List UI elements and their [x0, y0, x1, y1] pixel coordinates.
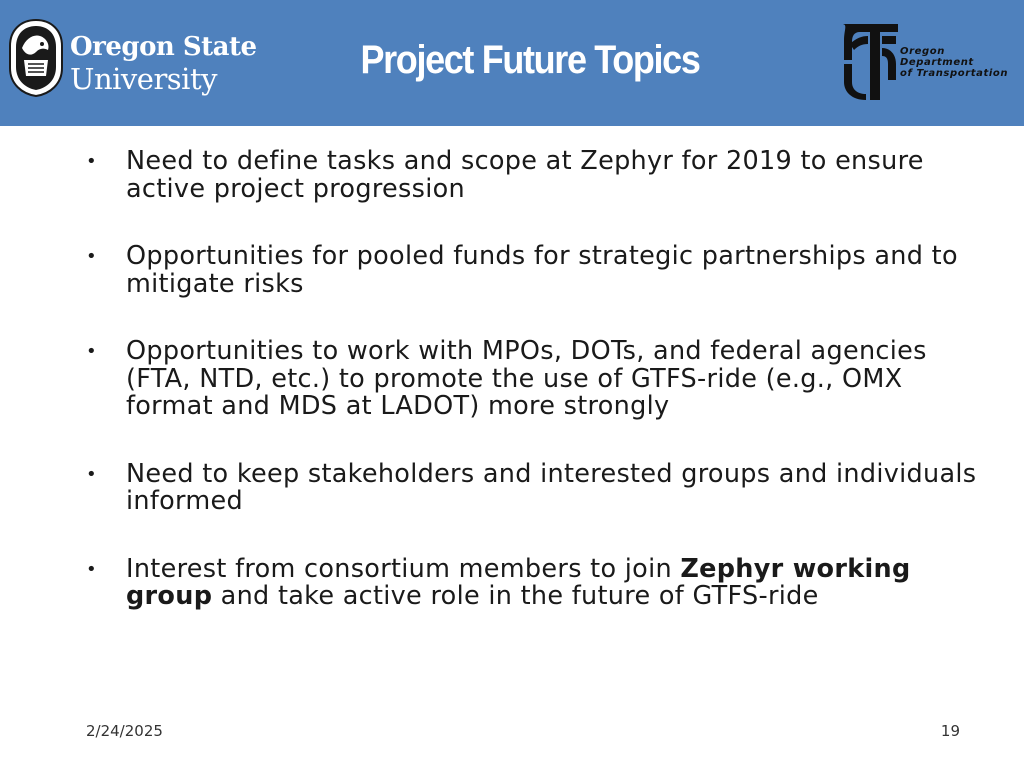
odot-line3: of Transportation: [900, 68, 1009, 79]
bullet-marker: •: [86, 558, 97, 580]
bullet-marker: •: [86, 463, 97, 485]
odot-mark-icon: [840, 20, 900, 104]
bullet-marker: •: [86, 151, 97, 172]
odot-logo-text: [900, 46, 1008, 79]
bullet-text: Need to define tasks and scope at Zephyr for 2019 to ensure active project progression: [126, 146, 924, 204]
bullet-bold-text: Zephyr working group: [126, 553, 911, 611]
slide-header: [0, 0, 1024, 126]
page-number: 19: [940, 722, 960, 740]
bullet-marker: •: [86, 246, 97, 267]
footer-date: 2/24/2025: [86, 722, 163, 740]
bullet-item: [82, 338, 982, 421]
osu-logo-line2: University: [70, 62, 217, 96]
bullet-item: [82, 458, 982, 516]
bullet-text: Opportunities to work with MPOs, DOTs, and federal agencies (FTA, NTD, etc.) to promote the use of GTFS-ride (e.g., OMX format and MDS at LADOT) more strongly: [126, 336, 927, 421]
bullet-text: Opportunities for pooled funds for strategic partnerships and to mitigate risks: [126, 241, 958, 299]
bullet-marker: •: [86, 341, 97, 362]
bullet-item: [82, 553, 982, 611]
osu-logo-line1: Oregon State: [70, 32, 257, 62]
bullet-item: [82, 148, 982, 203]
bullet-text-before: Interest from consortium members to join: [126, 553, 681, 584]
page-title: Project Future Topics: [360, 38, 700, 82]
odot-line1: Oregon: [900, 46, 945, 57]
bullet-item: [82, 243, 982, 298]
bullet-list: [82, 148, 982, 651]
odot-line2: Department: [900, 57, 974, 68]
bullet-text: Need to keep stakeholders and interested groups and individuals informed: [126, 458, 977, 516]
bullet-text-after: and take active role in the future of GTFS-ride: [212, 581, 819, 611]
odot-logo: [840, 20, 1020, 104]
